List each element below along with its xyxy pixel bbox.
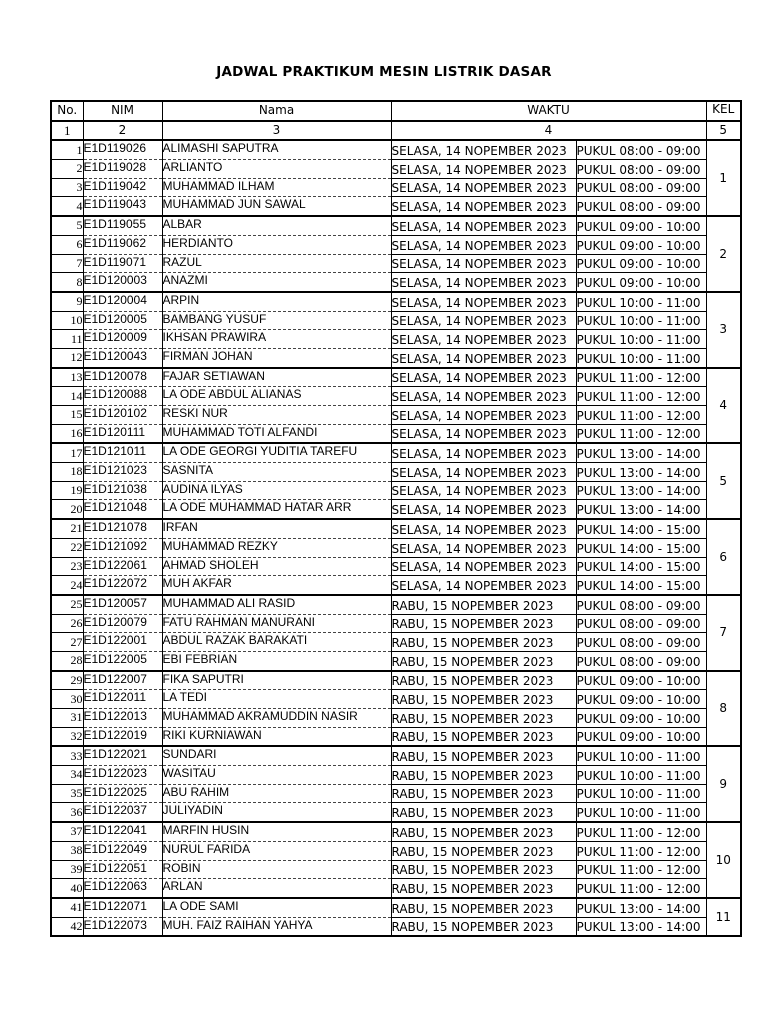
cell-hari: RABU, 15 NOPEMBER 2023 bbox=[391, 671, 576, 690]
cell-nama: LA ODE SAMI bbox=[162, 898, 391, 917]
cell-pukul: PUKUL 08:00 - 09:00 bbox=[576, 651, 706, 670]
cell-nim: E1D122071 bbox=[83, 898, 162, 917]
table-row bbox=[51, 557, 741, 576]
cell-hari: RABU, 15 NOPEMBER 2023 bbox=[391, 651, 576, 670]
col-number-3: 3 bbox=[162, 121, 391, 141]
document-title: JADWAL PRAKTIKUM MESIN LISTRIK DASAR bbox=[216, 64, 552, 80]
cell-nama: IRFAN bbox=[162, 519, 391, 538]
cell-pukul: PUKUL 10:00 - 11:00 bbox=[576, 330, 706, 349]
cell-hari: SELASA, 14 NOPEMBER 2023 bbox=[391, 387, 576, 406]
cell-nama: ALBAR bbox=[162, 216, 391, 235]
cell-hari: SELASA, 14 NOPEMBER 2023 bbox=[391, 216, 576, 235]
cell-pukul: PUKUL 08:00 - 09:00 bbox=[576, 140, 706, 159]
table-row bbox=[51, 766, 741, 785]
cell-nim: E1D122072 bbox=[83, 576, 162, 595]
table-row bbox=[51, 216, 741, 235]
cell-nim: E1D122021 bbox=[83, 746, 162, 765]
table-row bbox=[51, 690, 741, 709]
cell-nama: ALIMASHI SAPUTRA bbox=[162, 140, 391, 159]
cell-nim: E1D120111 bbox=[83, 424, 162, 443]
cell-no: 31 bbox=[51, 709, 83, 728]
cell-no: 34 bbox=[51, 766, 83, 785]
cell-nama: MUHAMMAD ILHAM bbox=[162, 178, 391, 197]
cell-nim: E1D121078 bbox=[83, 519, 162, 538]
cell-kel: 9 bbox=[706, 746, 741, 822]
cell-hari: SELASA, 14 NOPEMBER 2023 bbox=[391, 576, 576, 595]
cell-pukul: PUKUL 14:00 - 15:00 bbox=[576, 538, 706, 557]
cell-pukul: PUKUL 09:00 - 10:00 bbox=[576, 235, 706, 254]
cell-nama: RIKI KURNIAWAN bbox=[162, 727, 391, 746]
cell-nim: E1D119028 bbox=[83, 160, 162, 179]
cell-pukul: PUKUL 13:00 - 14:00 bbox=[576, 463, 706, 482]
cell-hari: RABU, 15 NOPEMBER 2023 bbox=[391, 917, 576, 936]
cell-no: 28 bbox=[51, 651, 83, 670]
cell-no: 7 bbox=[51, 254, 83, 273]
table-row bbox=[51, 519, 741, 538]
cell-nim: E1D120005 bbox=[83, 311, 162, 330]
table-row bbox=[51, 841, 741, 860]
cell-no: 13 bbox=[51, 368, 83, 387]
cell-pukul: PUKUL 08:00 - 09:00 bbox=[576, 633, 706, 652]
col-number-5: 5 bbox=[706, 121, 741, 141]
cell-nama: LA ODE ABDUL ALIANAS bbox=[162, 387, 391, 406]
cell-pukul: PUKUL 10:00 - 11:00 bbox=[576, 292, 706, 311]
cell-nim: E1D120003 bbox=[83, 273, 162, 292]
cell-pukul: PUKUL 09:00 - 10:00 bbox=[576, 254, 706, 273]
cell-pukul: PUKUL 08:00 - 09:00 bbox=[576, 160, 706, 179]
cell-hari: SELASA, 14 NOPEMBER 2023 bbox=[391, 178, 576, 197]
cell-kel: 1 bbox=[706, 140, 741, 216]
cell-nim: E1D122073 bbox=[83, 917, 162, 936]
cell-nama: MUHAMMAD ALI RASID bbox=[162, 595, 391, 614]
cell-hari: SELASA, 14 NOPEMBER 2023 bbox=[391, 424, 576, 443]
cell-no: 33 bbox=[51, 746, 83, 765]
cell-hari: SELASA, 14 NOPEMBER 2023 bbox=[391, 481, 576, 500]
cell-hari: RABU, 15 NOPEMBER 2023 bbox=[391, 746, 576, 765]
cell-no: 10 bbox=[51, 311, 83, 330]
cell-nama: MUHAMMAD REZKY bbox=[162, 538, 391, 557]
cell-hari: SELASA, 14 NOPEMBER 2023 bbox=[391, 463, 576, 482]
cell-nama: MUHAMMAD AKRAMUDDIN NASIR bbox=[162, 709, 391, 728]
table-row bbox=[51, 500, 741, 519]
cell-no: 37 bbox=[51, 822, 83, 841]
cell-nim: E1D122001 bbox=[83, 633, 162, 652]
cell-nim: E1D120088 bbox=[83, 387, 162, 406]
cell-nim: E1D119043 bbox=[83, 197, 162, 216]
cell-hari: SELASA, 14 NOPEMBER 2023 bbox=[391, 368, 576, 387]
cell-pukul: PUKUL 14:00 - 15:00 bbox=[576, 557, 706, 576]
cell-pukul: PUKUL 10:00 - 11:00 bbox=[576, 348, 706, 367]
cell-hari: SELASA, 14 NOPEMBER 2023 bbox=[391, 443, 576, 462]
cell-no: 5 bbox=[51, 216, 83, 235]
cell-hari: SELASA, 14 NOPEMBER 2023 bbox=[391, 406, 576, 425]
cell-nim: E1D119071 bbox=[83, 254, 162, 273]
cell-nim: E1D119062 bbox=[83, 235, 162, 254]
cell-nim: E1D122011 bbox=[83, 690, 162, 709]
cell-nama: LA ODE MUHAMMAD HATAR ARR bbox=[162, 500, 391, 519]
cell-pukul: PUKUL 09:00 - 10:00 bbox=[576, 690, 706, 709]
cell-nama: HERDIANTO bbox=[162, 235, 391, 254]
table-row bbox=[51, 860, 741, 879]
table-row bbox=[51, 822, 741, 841]
cell-nim: E1D122013 bbox=[83, 709, 162, 728]
cell-nim: E1D120102 bbox=[83, 406, 162, 425]
cell-no: 42 bbox=[51, 917, 83, 936]
table-row bbox=[51, 727, 741, 746]
header-waktu: WAKTU bbox=[391, 101, 706, 121]
table-row bbox=[51, 671, 741, 690]
cell-pukul: PUKUL 09:00 - 10:00 bbox=[576, 709, 706, 728]
table-row bbox=[51, 140, 741, 159]
cell-no: 18 bbox=[51, 463, 83, 482]
table-row bbox=[51, 406, 741, 425]
table-row bbox=[51, 917, 741, 936]
cell-nama: MUHAMMAD TOTI ALFANDI bbox=[162, 424, 391, 443]
cell-no: 20 bbox=[51, 500, 83, 519]
cell-pukul: PUKUL 11:00 - 12:00 bbox=[576, 424, 706, 443]
cell-nama: FIKA SAPUTRI bbox=[162, 671, 391, 690]
table-row bbox=[51, 538, 741, 557]
cell-hari: SELASA, 14 NOPEMBER 2023 bbox=[391, 500, 576, 519]
cell-nim: E1D121023 bbox=[83, 463, 162, 482]
cell-pukul: PUKUL 13:00 - 14:00 bbox=[576, 917, 706, 936]
table-row bbox=[51, 651, 741, 670]
cell-hari: RABU, 15 NOPEMBER 2023 bbox=[391, 614, 576, 633]
cell-hari: RABU, 15 NOPEMBER 2023 bbox=[391, 766, 576, 785]
cell-kel: 11 bbox=[706, 898, 741, 936]
cell-nim: E1D119055 bbox=[83, 216, 162, 235]
table-row bbox=[51, 709, 741, 728]
cell-kel: 6 bbox=[706, 519, 741, 595]
cell-no: 19 bbox=[51, 481, 83, 500]
cell-hari: SELASA, 14 NOPEMBER 2023 bbox=[391, 311, 576, 330]
cell-pukul: PUKUL 08:00 - 09:00 bbox=[576, 178, 706, 197]
cell-hari: RABU, 15 NOPEMBER 2023 bbox=[391, 803, 576, 822]
cell-hari: SELASA, 14 NOPEMBER 2023 bbox=[391, 140, 576, 159]
cell-nim: E1D122023 bbox=[83, 766, 162, 785]
cell-kel: 10 bbox=[706, 822, 741, 898]
table-row bbox=[51, 311, 741, 330]
cell-no: 2 bbox=[51, 160, 83, 179]
table-row bbox=[51, 633, 741, 652]
cell-no: 30 bbox=[51, 690, 83, 709]
table-row bbox=[51, 254, 741, 273]
cell-no: 8 bbox=[51, 273, 83, 292]
cell-no: 4 bbox=[51, 197, 83, 216]
cell-nim: E1D122041 bbox=[83, 822, 162, 841]
cell-no: 9 bbox=[51, 292, 83, 311]
cell-nama: ABU RAHIM bbox=[162, 784, 391, 803]
cell-nim: E1D120057 bbox=[83, 595, 162, 614]
cell-nim: E1D122005 bbox=[83, 651, 162, 670]
cell-hari: RABU, 15 NOPEMBER 2023 bbox=[391, 822, 576, 841]
cell-nama: FAJAR SETIAWAN bbox=[162, 368, 391, 387]
header-no: No. bbox=[51, 101, 83, 121]
cell-nama: NURUL FARIDA bbox=[162, 841, 391, 860]
cell-pukul: PUKUL 10:00 - 11:00 bbox=[576, 766, 706, 785]
cell-nim: E1D119026 bbox=[83, 140, 162, 159]
header-nama: Nama bbox=[162, 101, 391, 121]
cell-pukul: PUKUL 11:00 - 12:00 bbox=[576, 368, 706, 387]
cell-pukul: PUKUL 10:00 - 11:00 bbox=[576, 803, 706, 822]
cell-nama: LA ODE GEORGI YUDITIA TAREFU bbox=[162, 443, 391, 462]
cell-kel: 8 bbox=[706, 671, 741, 747]
table-row bbox=[51, 614, 741, 633]
cell-pukul: PUKUL 11:00 - 12:00 bbox=[576, 406, 706, 425]
cell-nim: E1D122063 bbox=[83, 879, 162, 898]
cell-pukul: PUKUL 10:00 - 11:00 bbox=[576, 746, 706, 765]
cell-nim: E1D122007 bbox=[83, 671, 162, 690]
cell-nim: E1D120043 bbox=[83, 348, 162, 367]
cell-hari: RABU, 15 NOPEMBER 2023 bbox=[391, 841, 576, 860]
table-row bbox=[51, 348, 741, 367]
cell-nama: LA TEDI bbox=[162, 690, 391, 709]
cell-no: 6 bbox=[51, 235, 83, 254]
cell-nim: E1D120079 bbox=[83, 614, 162, 633]
cell-no: 38 bbox=[51, 841, 83, 860]
cell-pukul: PUKUL 09:00 - 10:00 bbox=[576, 671, 706, 690]
cell-pukul: PUKUL 14:00 - 15:00 bbox=[576, 519, 706, 538]
cell-no: 36 bbox=[51, 803, 83, 822]
cell-hari: RABU, 15 NOPEMBER 2023 bbox=[391, 595, 576, 614]
cell-kel: 4 bbox=[706, 368, 741, 444]
table-row bbox=[51, 463, 741, 482]
table-row bbox=[51, 160, 741, 179]
cell-hari: SELASA, 14 NOPEMBER 2023 bbox=[391, 348, 576, 367]
cell-nama: RAZUL bbox=[162, 254, 391, 273]
header-row bbox=[51, 101, 741, 121]
cell-nim: E1D121048 bbox=[83, 500, 162, 519]
table-row bbox=[51, 368, 741, 387]
cell-nim: E1D120004 bbox=[83, 292, 162, 311]
cell-nama: MUHAMMAD JUN SAWAL bbox=[162, 197, 391, 216]
table-row bbox=[51, 746, 741, 765]
cell-pukul: PUKUL 10:00 - 11:00 bbox=[576, 784, 706, 803]
cell-hari: SELASA, 14 NOPEMBER 2023 bbox=[391, 254, 576, 273]
cell-nama: EBI FEBRIAN bbox=[162, 651, 391, 670]
cell-hari: SELASA, 14 NOPEMBER 2023 bbox=[391, 330, 576, 349]
cell-hari: SELASA, 14 NOPEMBER 2023 bbox=[391, 292, 576, 311]
cell-pukul: PUKUL 09:00 - 10:00 bbox=[576, 727, 706, 746]
col-number-1: 1 bbox=[51, 121, 83, 141]
table-row bbox=[51, 803, 741, 822]
cell-nim: E1D122037 bbox=[83, 803, 162, 822]
cell-no: 21 bbox=[51, 519, 83, 538]
cell-pukul: PUKUL 11:00 - 12:00 bbox=[576, 879, 706, 898]
cell-nim: E1D121038 bbox=[83, 481, 162, 500]
cell-nim: E1D120078 bbox=[83, 368, 162, 387]
cell-kel: 3 bbox=[706, 292, 741, 368]
cell-pukul: PUKUL 13:00 - 14:00 bbox=[576, 898, 706, 917]
cell-pukul: PUKUL 08:00 - 09:00 bbox=[576, 614, 706, 633]
cell-hari: SELASA, 14 NOPEMBER 2023 bbox=[391, 273, 576, 292]
cell-nim: E1D122049 bbox=[83, 841, 162, 860]
cell-no: 32 bbox=[51, 727, 83, 746]
schedule-table bbox=[50, 100, 742, 937]
cell-no: 1 bbox=[51, 140, 83, 159]
cell-pukul: PUKUL 13:00 - 14:00 bbox=[576, 443, 706, 462]
cell-nim: E1D122019 bbox=[83, 727, 162, 746]
cell-pukul: PUKUL 10:00 - 11:00 bbox=[576, 311, 706, 330]
table-row bbox=[51, 481, 741, 500]
cell-hari: RABU, 15 NOPEMBER 2023 bbox=[391, 784, 576, 803]
cell-hari: RABU, 15 NOPEMBER 2023 bbox=[391, 709, 576, 728]
cell-hari: SELASA, 14 NOPEMBER 2023 bbox=[391, 519, 576, 538]
column-number-row bbox=[51, 121, 741, 141]
cell-no: 11 bbox=[51, 330, 83, 349]
cell-no: 41 bbox=[51, 898, 83, 917]
table-row bbox=[51, 443, 741, 462]
cell-no: 24 bbox=[51, 576, 83, 595]
table-row bbox=[51, 273, 741, 292]
cell-no: 27 bbox=[51, 633, 83, 652]
cell-pukul: PUKUL 08:00 - 09:00 bbox=[576, 595, 706, 614]
table-row bbox=[51, 292, 741, 311]
cell-pukul: PUKUL 11:00 - 12:00 bbox=[576, 387, 706, 406]
cell-no: 15 bbox=[51, 406, 83, 425]
cell-hari: SELASA, 14 NOPEMBER 2023 bbox=[391, 557, 576, 576]
cell-no: 25 bbox=[51, 595, 83, 614]
cell-hari: RABU, 15 NOPEMBER 2023 bbox=[391, 727, 576, 746]
cell-no: 16 bbox=[51, 424, 83, 443]
table-row bbox=[51, 576, 741, 595]
cell-nama: AUDINA ILYAS bbox=[162, 481, 391, 500]
table-row bbox=[51, 178, 741, 197]
cell-pukul: PUKUL 14:00 - 15:00 bbox=[576, 576, 706, 595]
cell-hari: RABU, 15 NOPEMBER 2023 bbox=[391, 860, 576, 879]
table-row bbox=[51, 330, 741, 349]
cell-nama: RESKI NUR bbox=[162, 406, 391, 425]
cell-pukul: PUKUL 08:00 - 09:00 bbox=[576, 197, 706, 216]
cell-kel: 2 bbox=[706, 216, 741, 292]
cell-pukul: PUKUL 13:00 - 14:00 bbox=[576, 481, 706, 500]
cell-nim: E1D122025 bbox=[83, 784, 162, 803]
cell-no: 35 bbox=[51, 784, 83, 803]
cell-no: 23 bbox=[51, 557, 83, 576]
cell-nim: E1D122051 bbox=[83, 860, 162, 879]
cell-no: 14 bbox=[51, 387, 83, 406]
cell-nama: IKHSAN PRAWIRA bbox=[162, 330, 391, 349]
cell-nama: ANAZMI bbox=[162, 273, 391, 292]
col-number-2: 2 bbox=[83, 121, 162, 141]
cell-no: 39 bbox=[51, 860, 83, 879]
table-row bbox=[51, 898, 741, 917]
cell-nama: ARPIN bbox=[162, 292, 391, 311]
cell-nama: MARFIN HUSIN bbox=[162, 822, 391, 841]
cell-nim: E1D120009 bbox=[83, 330, 162, 349]
cell-kel: 7 bbox=[706, 595, 741, 671]
cell-nama: MUH AKFAR bbox=[162, 576, 391, 595]
cell-nama: ROBIN bbox=[162, 860, 391, 879]
cell-nama: BAMBANG YUSUF bbox=[162, 311, 391, 330]
cell-no: 12 bbox=[51, 348, 83, 367]
cell-nama: SASNITA bbox=[162, 463, 391, 482]
cell-nama: FIRMAN JOHAN bbox=[162, 348, 391, 367]
table-row bbox=[51, 235, 741, 254]
cell-no: 17 bbox=[51, 443, 83, 462]
cell-hari: RABU, 15 NOPEMBER 2023 bbox=[391, 898, 576, 917]
cell-kel: 5 bbox=[706, 443, 741, 519]
cell-pukul: PUKUL 11:00 - 12:00 bbox=[576, 841, 706, 860]
cell-nama: FATU RAHMAN MANURANI bbox=[162, 614, 391, 633]
table-row bbox=[51, 197, 741, 216]
header-nim: NIM bbox=[83, 101, 162, 121]
cell-hari: RABU, 15 NOPEMBER 2023 bbox=[391, 879, 576, 898]
cell-nim: E1D121092 bbox=[83, 538, 162, 557]
cell-nim: E1D122061 bbox=[83, 557, 162, 576]
cell-pukul: PUKUL 11:00 - 12:00 bbox=[576, 860, 706, 879]
table-row bbox=[51, 595, 741, 614]
cell-hari: SELASA, 14 NOPEMBER 2023 bbox=[391, 197, 576, 216]
cell-no: 26 bbox=[51, 614, 83, 633]
table-row bbox=[51, 784, 741, 803]
cell-no: 40 bbox=[51, 879, 83, 898]
cell-nama: ARLAN bbox=[162, 879, 391, 898]
cell-pukul: PUKUL 09:00 - 10:00 bbox=[576, 273, 706, 292]
cell-nama: JULIYADIN bbox=[162, 803, 391, 822]
cell-nim: E1D119042 bbox=[83, 178, 162, 197]
cell-pukul: PUKUL 11:00 - 12:00 bbox=[576, 822, 706, 841]
cell-nama: MUH. FAIZ RAIHAN YAHYA bbox=[162, 917, 391, 936]
col-number-4: 4 bbox=[391, 121, 706, 141]
cell-nama: AHMAD SHOLEH bbox=[162, 557, 391, 576]
cell-hari: RABU, 15 NOPEMBER 2023 bbox=[391, 633, 576, 652]
cell-no: 22 bbox=[51, 538, 83, 557]
header-kel: KEL bbox=[706, 101, 741, 121]
cell-nama: ABDUL RAZAK BARAKATI bbox=[162, 633, 391, 652]
cell-no: 29 bbox=[51, 671, 83, 690]
schedule-body bbox=[51, 140, 741, 936]
cell-nama: ARLIANTO bbox=[162, 160, 391, 179]
cell-nama: WASITAU bbox=[162, 766, 391, 785]
table-row bbox=[51, 424, 741, 443]
cell-nama: SUNDARI bbox=[162, 746, 391, 765]
cell-hari: RABU, 15 NOPEMBER 2023 bbox=[391, 690, 576, 709]
cell-nim: E1D121011 bbox=[83, 443, 162, 462]
table-row bbox=[51, 879, 741, 898]
table-row bbox=[51, 387, 741, 406]
cell-hari: SELASA, 14 NOPEMBER 2023 bbox=[391, 235, 576, 254]
cell-hari: SELASA, 14 NOPEMBER 2023 bbox=[391, 160, 576, 179]
cell-pukul: PUKUL 09:00 - 10:00 bbox=[576, 216, 706, 235]
cell-hari: SELASA, 14 NOPEMBER 2023 bbox=[391, 538, 576, 557]
cell-pukul: PUKUL 13:00 - 14:00 bbox=[576, 500, 706, 519]
cell-no: 3 bbox=[51, 178, 83, 197]
